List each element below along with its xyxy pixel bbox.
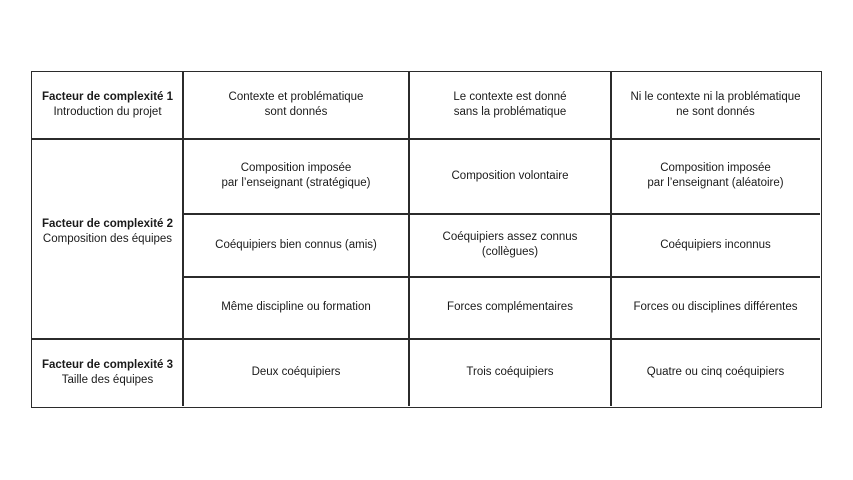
cell-text: par l’enseignant (stratégique): [221, 177, 371, 189]
cell-text: Composition imposée: [660, 162, 771, 174]
factor-2-row-3-level-1: [183, 277, 409, 338]
cell-text: Deux coéquipiers: [251, 366, 341, 378]
complexity-factors-table: [31, 71, 822, 408]
cell-text: par l’enseignant (aléatoire): [647, 177, 784, 189]
cell-text: Ni le contexte ni la problématique: [630, 91, 801, 103]
cell-text: Quatre ou cinq coéquipiers: [646, 366, 785, 378]
factor-1-level-1: [183, 72, 409, 138]
factor-2-row-2-level-2: [409, 214, 611, 276]
factor-3-level-3: [611, 339, 820, 406]
factor-3-level-1: [183, 339, 409, 406]
factor-title: Facteur de complexité 2: [41, 217, 174, 230]
factor-2-row-3-level-3: [611, 277, 820, 338]
cell-text: Même discipline ou formation: [221, 301, 371, 313]
cell-text: Le contexte est donné: [453, 91, 567, 103]
cell-text: Forces ou disciplines différentes: [633, 301, 798, 313]
cell-text: Contexte et problématique: [228, 91, 364, 103]
factor-1-level-3: [611, 72, 820, 138]
factor-2-row-2-level-1: [183, 214, 409, 276]
factor-2-row-1-level-3: [611, 139, 820, 213]
cell-text: sont donnés: [264, 106, 328, 118]
factor-subtitle: Introduction du projet: [53, 106, 162, 118]
cell-text: sans la problématique: [453, 106, 567, 118]
cell-text: Trois coéquipiers: [466, 366, 554, 378]
factor-subtitle: Composition des équipes: [42, 232, 173, 245]
factor-title: Facteur de complexité 1: [41, 91, 174, 103]
factor-3-level-2: [409, 339, 611, 406]
factor-3-header: [32, 339, 183, 406]
cell-text: (collègues): [481, 246, 539, 258]
factor-subtitle: Taille des équipes: [61, 373, 154, 386]
cell-text: Coéquipiers assez connus: [442, 231, 578, 243]
factor-1-header: [32, 72, 183, 138]
cell-text: Coéquipiers bien connus (amis): [215, 238, 377, 251]
factor-2-row-1-level-1: [183, 139, 409, 213]
factor-2-header: [32, 139, 183, 338]
cell-text: Forces complémentaires: [447, 301, 573, 313]
cell-text: Composition imposée: [240, 162, 352, 174]
factor-2-row-1-level-2: [409, 139, 611, 213]
factor-2-row-3-level-2: [409, 277, 611, 338]
cell-text: Composition volontaire: [451, 169, 569, 182]
factor-2-row-2-level-3: [611, 214, 820, 276]
factor-title: Facteur de complexité 3: [41, 358, 174, 371]
factor-1-level-2: [409, 72, 611, 138]
cell-text: ne sont donnés: [676, 106, 755, 118]
cell-text: Coéquipiers inconnus: [660, 238, 771, 251]
